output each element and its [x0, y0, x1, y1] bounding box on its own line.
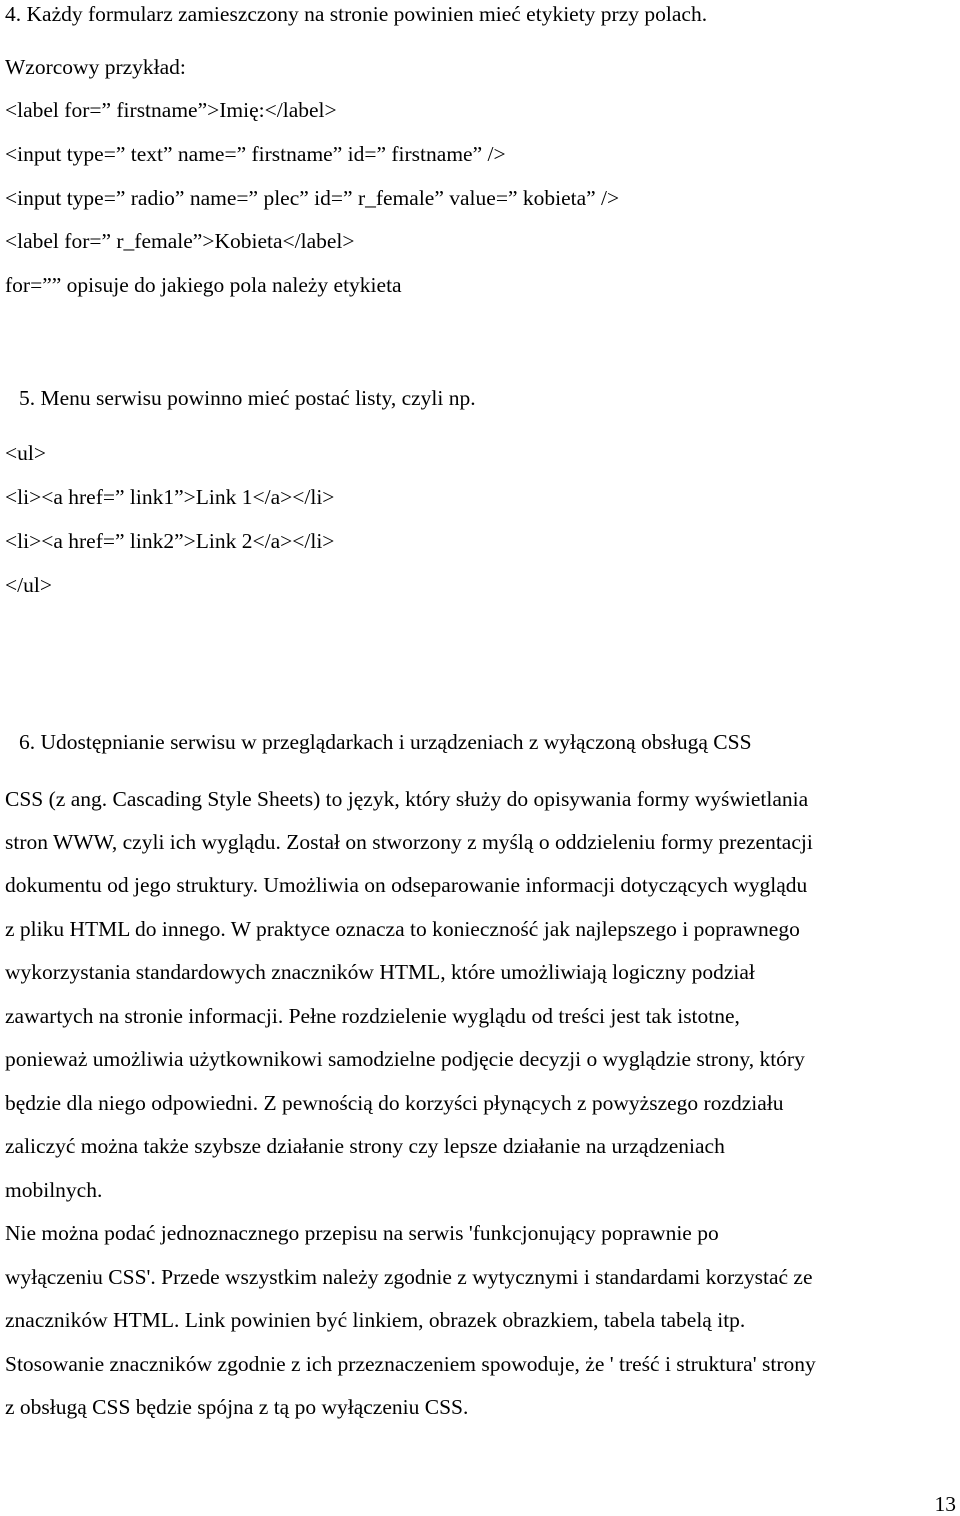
paragraph-line: znaczników HTML. Link powinien być linkiem, obrazek obrazkiem, tabela tabelą itp.: [5, 1308, 746, 1332]
paragraph-line: będzie dla niego odpowiedni. Z pewnością do korzyści płynących z powyższego rozdziału: [5, 1091, 784, 1115]
paragraph-line: mobilnych.: [5, 1178, 103, 1202]
paragraph-line: stron WWW, czyli ich wyglądu. Został on stworzony z myślą o oddzieleniu formy prezentacji: [5, 830, 813, 854]
code-line: <li><a href=” link1”>Link 1</a></li>: [5, 485, 335, 509]
paragraph-line: z obsługą CSS będzie spójna z tą po wyłączeniu CSS.: [5, 1395, 469, 1419]
paragraph-line: wykorzystania standardowych znaczników HTML, które umożliwiają logiczny podział: [5, 960, 755, 984]
paragraph-line: CSS (z ang. Cascading Style Sheets) to język, który służy do opisywania formy wyświetlania: [5, 787, 809, 811]
paragraph-line: Stosowanie znaczników zgodnie z ich przeznaczeniem spowoduje, że ' treść i struktura' strony: [5, 1352, 816, 1376]
paragraph-line: ponieważ umożliwia użytkownikowi samodzielne podjęcie decyzji o wyglądzie strony, który: [5, 1047, 805, 1071]
section-6-heading: 6. Udostępnianie serwisu w przeglądarkach i urządzeniach z wyłączoną obsługą CSS: [19, 730, 752, 754]
paragraph-line: wyłączeniu CSS'. Przede wszystkim należy zgodnie z wytycznymi i standardami korzystać ze: [5, 1265, 813, 1289]
paragraph-line: zaliczyć można także szybsze działanie strony czy lepsze działanie na urządzeniach: [5, 1134, 725, 1158]
paragraph-line: dokumentu od jego struktury. Umożliwia on odseparowanie informacji dotyczących wyglądu: [5, 873, 808, 897]
code-line: </ul>: [5, 573, 52, 597]
section-4-heading: 4. Każdy formularz zamieszczony na stronie powinien mieć etykiety przy polach.: [5, 2, 708, 26]
code-line: <label for=” firstname”>Imię:</label>: [5, 98, 337, 122]
code-line: <li><a href=” link2”>Link 2</a></li>: [5, 529, 335, 553]
for-note: for=”” opisuje do jakiego pola należy etykieta: [5, 273, 402, 297]
paragraph-line: Nie można podać jednoznacznego przepisu na serwis 'funkcjonujący poprawnie po: [5, 1221, 719, 1245]
code-line: <label for=” r_female”>Kobieta</label>: [5, 229, 355, 253]
example-intro: Wzorcowy przykład:: [5, 55, 186, 79]
code-line: <ul>: [5, 441, 46, 465]
paragraph-line: z pliku HTML do innego. W praktyce oznacza to konieczność jak najlepszego i poprawnego: [5, 917, 800, 941]
section-5-heading: 5. Menu serwisu powinno mieć postać listy, czyli np.: [19, 386, 476, 410]
page-number: 13: [934, 1492, 956, 1516]
paragraph-line: zawartych na stronie informacji. Pełne rozdzielenie wyglądu od treści jest tak istotne,: [5, 1004, 740, 1028]
code-line: <input type=” radio” name=” plec” id=” r_female” value=” kobieta” />: [5, 186, 620, 210]
code-line: <input type=” text” name=” firstname” id=” firstname” />: [5, 142, 506, 166]
